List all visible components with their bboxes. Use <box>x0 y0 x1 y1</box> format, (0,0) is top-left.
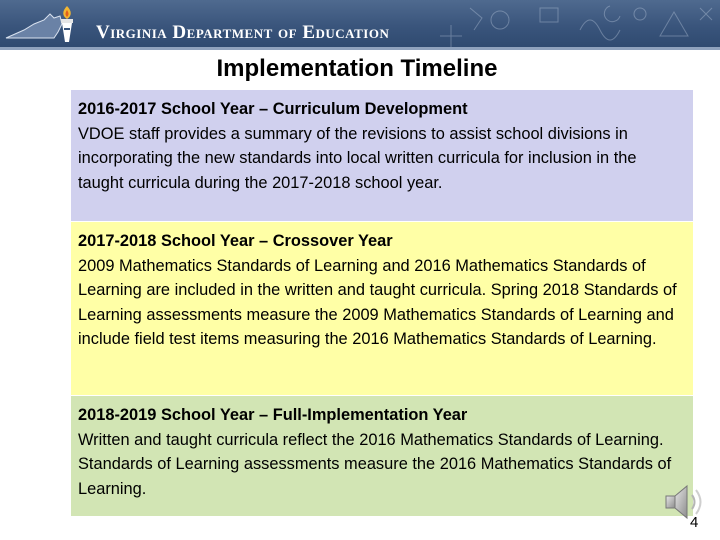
page-number: 4 <box>690 514 699 531</box>
header-banner <box>0 0 720 47</box>
panel-body: VDOE staff provides a summary of the revisions to assist school divisions in incorporating the new standards into local written curricula for inclusion in the taught curricula during the 2017-2018 school year. <box>78 124 637 192</box>
torch-icon <box>50 4 84 44</box>
timeline-panel-full-implementation <box>71 396 693 516</box>
panel-heading: 2016-2017 School Year – Curriculum Development <box>78 100 468 118</box>
panel-heading: 2018-2019 School Year – Full-Implementation Year <box>78 406 468 424</box>
panel-body: 2009 Mathematics Standards of Learning and 2016 Mathematics Standards of Learning are included in the written and taught curricula. Spring 2018 Standards of Learning assessments measure the 2009 Mathematics Standards of Learning and include field test items measuring the 2016 Mathematics Standards of Learning. <box>78 256 677 348</box>
timeline-panel-crossover-year <box>71 222 693 395</box>
timeline-panel-curriculum-development <box>71 90 693 221</box>
header-rule <box>0 47 720 50</box>
slide-title: Implementation Timeline <box>216 55 498 82</box>
panel-heading: 2017-2018 School Year – Crossover Year <box>78 232 393 250</box>
panel-body: Written and taught curricula reflect the 2016 Mathematics Standards of Learning. Standards of Learning assessments measure the 2016 Mathematics Standards of Learning. <box>78 430 672 498</box>
agency-name: Virginia Department of Education <box>96 22 390 43</box>
